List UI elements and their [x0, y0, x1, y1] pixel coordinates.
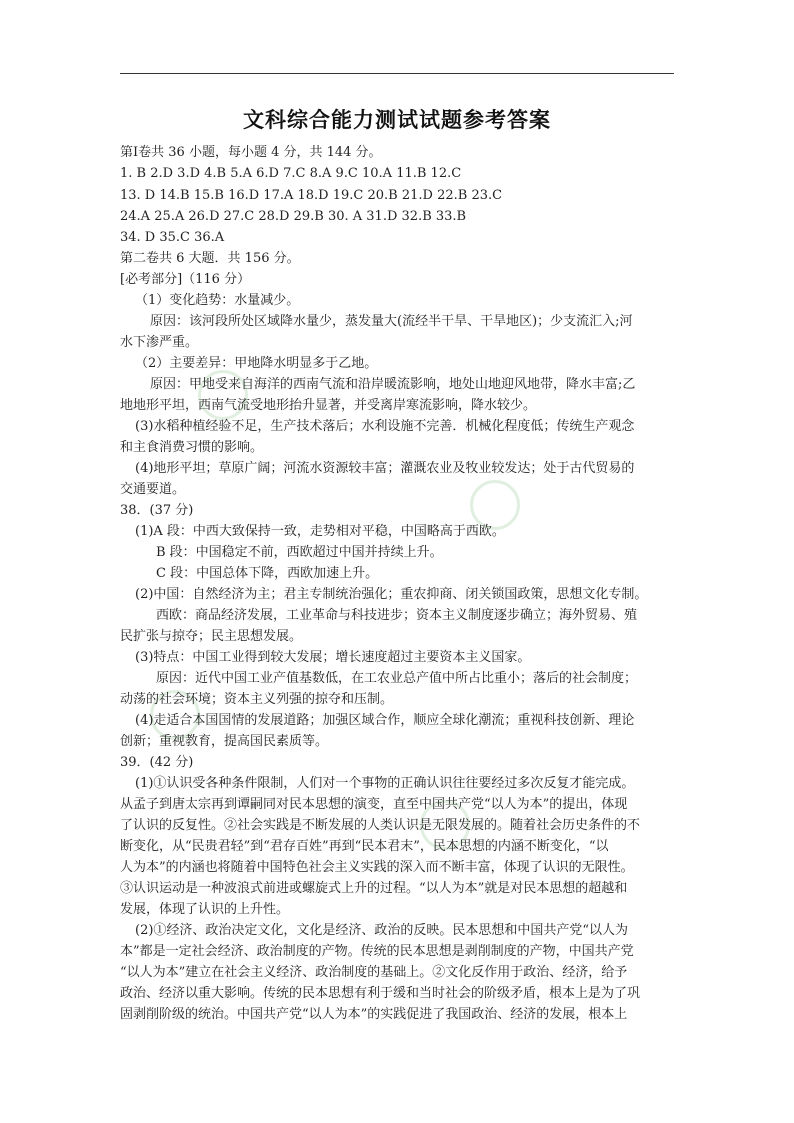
answer-line: 西欧：商品经济发展，工业革命与科技进步；资本主义制度逐步确立；海外贸易、殖 — [156, 608, 638, 623]
document-title: 文科综合能力测试试题参考答案 — [243, 108, 551, 132]
answer-line: 政治、经济以重大影响。传统的民本思想有利于缓和当时社会的阶级矛盾，根本上是为了巩 — [120, 986, 641, 1001]
answer-line: 1. B 2.D 3.D 4.B 5.A 6.D 7.C 8.A 9.C 10.A 11.B 12.C — [120, 166, 462, 181]
answer-line: （1）变化趋势：水量减少。 — [135, 293, 300, 308]
answer-line: 了认识的反复性。②社会实践是不断发展的人类认识是无限发展的。随着社会历史条件的不 — [120, 818, 641, 833]
answer-line: 原因：近代中国工业产值基数低，在工农业总产值中所占比重小；落后的社会制度； — [156, 671, 638, 686]
answer-line: (4)地形平坦；草原广阔；河流水资源较丰富；灌溉农业及牧业较发达；处于古代贸易的 — [135, 461, 635, 476]
answer-line: 动荡的社会环境；资本主义列强的掠夺和压制。 — [120, 692, 394, 707]
answer-line: 39．(42 分) — [120, 755, 194, 770]
answer-line: (1)A 段：中西大致保持一致，走势相对平稳，中国略高于西欧。 — [135, 524, 505, 539]
answer-line: (2)中国：自然经济为主；君主专制统治强化；重农抑商、闭关锁国政策，思想文化专制。 — [135, 587, 648, 602]
answer-line: 民扩张与掠夺；民主思想发展。 — [120, 629, 303, 644]
answer-line: 第二卷共 6 大题．共 156 分。 — [120, 251, 300, 266]
answer-line: (3)水稻种植经验不足，生产技术落后；水利设施不完善．机械化程度低；传统生产观念 — [135, 419, 635, 434]
answer-line: 13. D 14.B 15.B 16.D 17.A 18.D 19.C 20.B 21.D 22.B 23.C — [120, 188, 503, 203]
answer-line: 24.A 25.A 26.D 27.C 28.D 29.B 30. A 31.D 32.B 33.B — [120, 209, 467, 224]
answer-line: 38．(37 分) — [120, 503, 194, 518]
answer-line: 人为本”的内涵也将随着中国特色社会主义实践的深入而不断丰富，体现了认识的无限性。 — [120, 860, 634, 875]
answer-line: [必考部分]（116 分） — [120, 272, 251, 287]
answer-line: (2)①经济、政治决定文化，文化是经济、政治的反映。民本思想和中国共产党“以人为 — [135, 923, 629, 938]
watermark-logo — [470, 480, 520, 530]
answer-line: 本”都是一定社会经济、政治制度的产物。传统的民本思想是剥削制度的产物，中国共产党 — [120, 944, 634, 959]
answer-line: 地地形平坦，西南气流受地形抬升显著，并受离岸寒流影响，降水较少。 — [120, 398, 537, 413]
answer-line: 水下渗严重。 — [120, 335, 199, 350]
answer-line: ③认识运动是一种波浪式前进或螺旋式上升的过程。“以人为本”就是对民本思想的超越和 — [120, 881, 628, 896]
answer-line: 发展，体现了认识的上升性。 — [120, 902, 290, 917]
answer-line: 原因：甲地受来自海洋的西南气流和沿岸暖流影响，地处山地迎风地带，降水丰富;乙 — [150, 377, 636, 392]
header-rule — [120, 73, 674, 74]
answer-line: 固剥削阶级的统治。中国共产党“以人为本”的实践促进了我国政治、经济的发展，根本上 — [120, 1007, 628, 1022]
answer-line: C 段：中国总体下降，西欧加速上升。 — [156, 566, 379, 581]
answer-line: (1)①认识受各种条件限制，人们对一个事物的正确认识往往要经过多次反复才能完成。 — [135, 776, 635, 791]
answer-line: 从孟子到唐太宗再到谭嗣同对民本思想的演变，直至中国共产党“以人为本”的提出，体现 — [120, 797, 628, 812]
answer-line: 交通要道。 — [120, 482, 186, 497]
answer-line: 第Ⅰ卷共 36 小题，每小题 4 分，共 144 分。 — [120, 145, 382, 160]
answer-line: “以人为本”建立在社会主义经济、政治制度的基础上。②文化反作用于政治、经济，给予 — [120, 965, 628, 980]
answer-line: (3)特点：中国工业得到较大发展；增长速度超过主要资本主义国家。 — [135, 650, 531, 665]
answer-line: 34. D 35.C 36.A — [120, 230, 225, 245]
answer-line: 和主食消费习惯的影响。 — [120, 440, 264, 455]
answer-line: 原因：该河段所处区域降水量少，蒸发量大(流经半干旱、干旱地区)；少支流汇入;河 — [150, 314, 633, 329]
answer-line: (4)走适合本国国情的发展道路；加强区域合作，顺应全球化潮流；重视科技创新、理论 — [135, 713, 635, 728]
answer-line: （2）主要差异：甲地降水明显多于乙地。 — [135, 356, 378, 371]
answer-line: B 段：中国稳定不前，西欧超过中国并持续上升。 — [156, 545, 443, 560]
answer-line: 断变化，从“民贵君轻”到“君存百姓”再到“民本君末”，民本思想的内涵不断变化，“以 — [120, 839, 609, 854]
answer-line: 创新；重视教育，提高国民素质等。 — [120, 734, 329, 749]
